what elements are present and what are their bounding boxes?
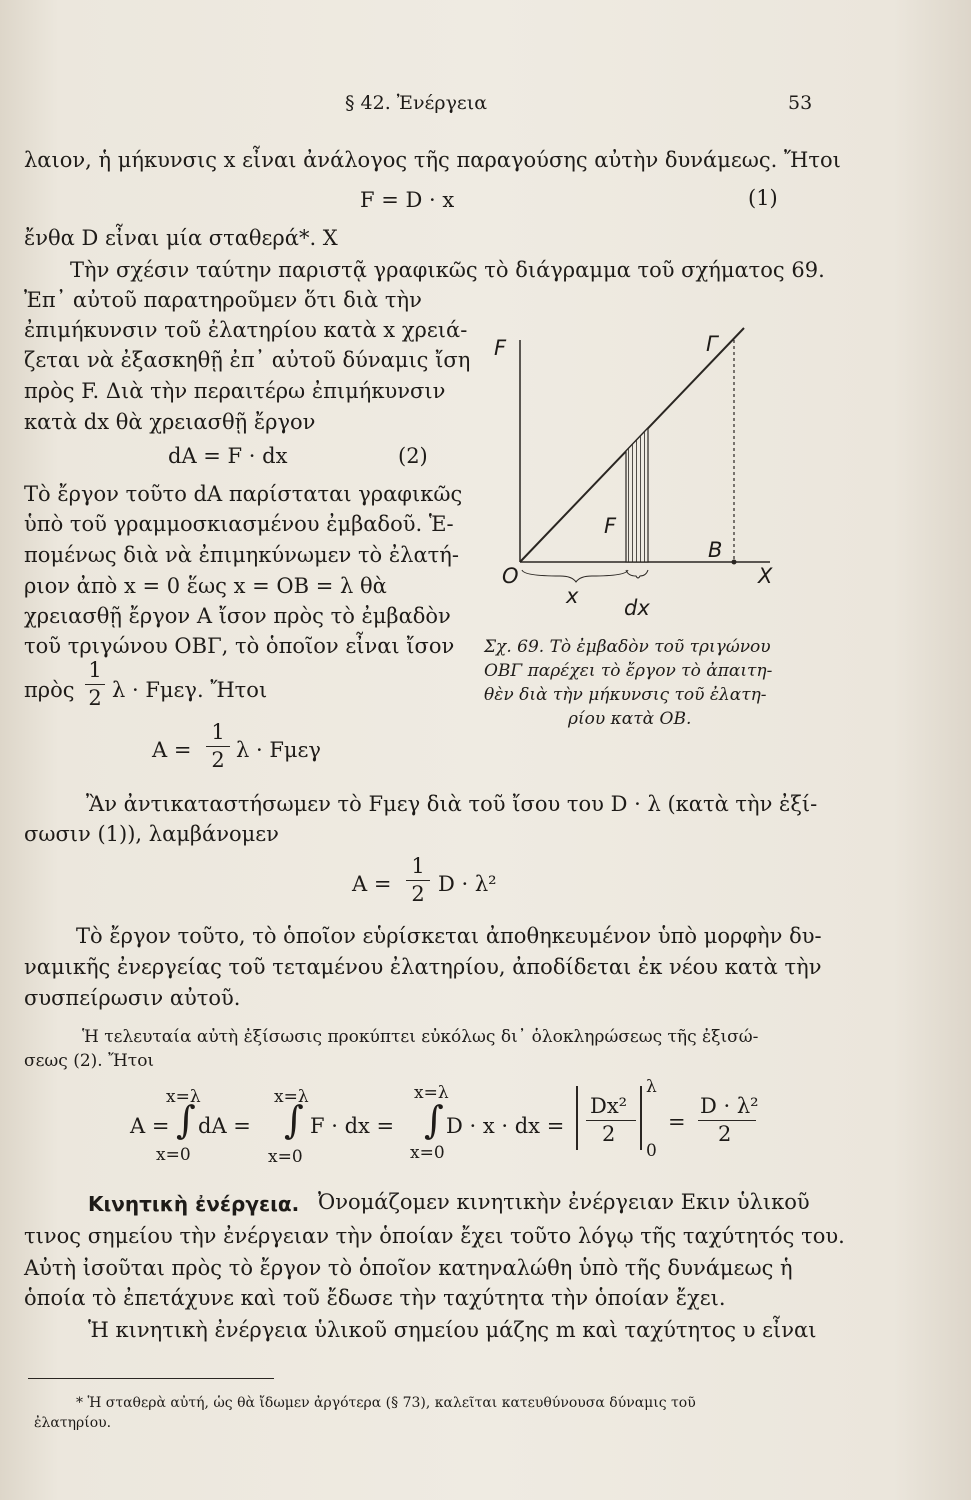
evaluation-bar-left xyxy=(576,1086,578,1150)
running-header: § 42. Ἐνέργεια xyxy=(345,92,488,114)
integral-sign: ∫ xyxy=(176,1098,196,1142)
label-x: x xyxy=(566,584,579,608)
body-line: ἐπιμήκυνσιν τοῦ ἐλατηρίου κατὰ x χρειά- xyxy=(24,318,468,342)
body-line: ὁποία τὸ ἐπετάχυνε καὶ τοῦ ἔδωσε τὴν ταχύτητα τὴν ὁποίαν ἔχει. xyxy=(24,1286,726,1310)
body-line: τινος σημείου τὴν ἐνέργειαν τὴν ὁποίαν ἔχει τοῦτο λόγῳ τῆς ταχύτητός του. xyxy=(24,1224,845,1248)
equation-area-right: λ · Fμεγ xyxy=(236,738,321,762)
label-origin: O xyxy=(502,564,519,588)
label-b: B xyxy=(708,538,723,562)
evaluation-upper-limit: λ xyxy=(646,1077,657,1097)
label-dx: dx xyxy=(624,596,650,620)
integral-lower-limit: x=0 xyxy=(156,1145,191,1165)
hatched-strip xyxy=(626,428,648,562)
result-numerator: D · λ² xyxy=(700,1094,759,1118)
body-line: συσπείρωσιν αὐτοῦ. xyxy=(24,986,241,1010)
body-line: Ὀνομάζομεν κινητικὴν ἐνέργειαν Eκιν ὑλικοῦ xyxy=(318,1190,810,1214)
body-line: λαιον, ἡ μήκυνσις x εἶναι ἀνάλογος τῆς παραγούσης αὐτὴν δυνάμεως. Ἤτοι xyxy=(24,148,841,172)
fraction-denominator: 2 xyxy=(211,748,225,772)
equals-sign: = xyxy=(668,1110,686,1134)
body-line: Τὸ ἔργον τοῦτο, τὸ ὁποῖον εὑρίσκεται ἀποθηκευμένον ὑπὸ μορφὴν δυ- xyxy=(76,924,822,948)
body-line: κατὰ dx θὰ χρειασθῇ ἔργον xyxy=(24,410,316,434)
fraction-denominator: 2 xyxy=(411,882,425,906)
equation-2-number: (2) xyxy=(398,444,428,468)
fraction-denominator: 2 xyxy=(88,686,102,710)
integral-term: F · dx = xyxy=(310,1114,395,1138)
fraction-numerator: 1 xyxy=(411,854,425,878)
label-gamma: Γ xyxy=(706,332,718,356)
small-print-line: σεως (2). Ἤτοι xyxy=(24,1051,155,1071)
point-b xyxy=(732,560,737,565)
figure-caption: ΟΒΓ παρέχει τὸ ἔργον τὸ ἀπαιτη- xyxy=(484,661,773,681)
equation-area-left: A = xyxy=(152,738,192,762)
body-line: Ἡ κινητικὴ ἐνέργεια ὑλικοῦ σημείου μάζης m καὶ ταχύτητος υ εἶναι xyxy=(88,1318,817,1342)
integral-term: A = xyxy=(130,1114,170,1138)
body-line: ναμικῆς ἐνεργείας τοῦ τεταμένου ἐλατηρίου, ἀποδίδεται ἐκ νέου κατὰ τὴν xyxy=(24,955,822,979)
integral-upper-limit: x=λ xyxy=(166,1087,201,1107)
integral-sign: ∫ xyxy=(424,1098,444,1142)
fraction-numerator: 1 xyxy=(88,658,102,682)
body-line: πομένως διὰ νὰ ἐπιμηκύνωμεν τὸ ἐλατή- xyxy=(24,543,459,567)
footnote-line: * Ἡ σταθερὰ αὐτή, ὡς θὰ ἴδωμεν ἀργότερα (§ 73), καλεῖται κατευθύνουσα δύναμις τοῦ xyxy=(76,1395,696,1411)
body-line: λ · Fμεγ. Ἤτοι xyxy=(112,678,268,702)
body-line: χρειασθῇ ἔργον A ἴσον πρὸς τὸ ἐμβαδὸν xyxy=(24,604,451,628)
body-line: πρὸς F. Διὰ τὴν περαιτέρω ἐπιμήκυνσιν xyxy=(24,379,446,403)
equation-1-number: (1) xyxy=(748,186,778,210)
integral-upper-limit: x=λ xyxy=(274,1087,309,1107)
equation-1: F = D · x xyxy=(360,188,455,212)
figure-caption: ρίου κατὰ ΟΒ. xyxy=(568,709,692,729)
integral-term: D · x · dx = xyxy=(446,1114,565,1138)
body-line: ζεται νὰ ἐξασκηθῇ ἐπ᾽ αὐτοῦ δύναμις ἴση xyxy=(24,348,471,372)
equation-area2-right: D · λ² xyxy=(438,872,497,896)
x-brace xyxy=(522,570,628,582)
dx-brace xyxy=(626,570,648,578)
figure-caption: θὲν διὰ τὴν μήκυνσις τοῦ ἐλατη- xyxy=(484,685,767,705)
integral-term: dA = xyxy=(198,1114,251,1138)
equation-area2-left: A = xyxy=(352,872,392,896)
body-line: Ἐπ᾽ αὐτοῦ παρατηροῦμεν ὅτι διὰ τὴν xyxy=(24,288,422,312)
body-line: ριον ἀπὸ x = 0 ἕως x = OB = λ θὰ xyxy=(24,574,387,598)
body-line: πρὸς xyxy=(24,678,75,702)
eval-fraction-denominator: 2 xyxy=(602,1122,616,1146)
body-line: Τὴν σχέσιν ταύτην παριστᾷ γραφικῶς τὸ διάγραμμα τοῦ σχήματος 69. xyxy=(70,258,825,282)
result-denominator: 2 xyxy=(718,1122,732,1146)
figure-69 xyxy=(480,300,800,630)
body-line: Αὐτὴ ἰσοῦται πρὸς τὸ ἔργον τὸ ὁποῖον κατηναλώθη ὑπὸ τῆς δυνάμεως ἡ xyxy=(24,1256,793,1280)
small-print-line: Ἡ τελευταία αὐτὴ ἐξίσωσις προκύπτει εὐκόλως δι᾽ ὁλοκληρώσεως τῆς ἐξισώ- xyxy=(82,1027,759,1047)
integral-lower-limit: x=0 xyxy=(410,1143,445,1163)
page-number: 53 xyxy=(788,92,813,114)
integral-sign: ∫ xyxy=(284,1098,304,1142)
label-f-axis: F xyxy=(494,336,507,360)
label-x-axis: X xyxy=(758,564,773,588)
label-f-inner: F xyxy=(604,514,617,538)
eval-fraction-numerator: Dx² xyxy=(590,1094,628,1118)
integral-lower-limit: x=0 xyxy=(268,1147,303,1167)
body-line: σωσιν (1)), λαμβάνομεν xyxy=(24,822,279,846)
body-line: ὑπὸ τοῦ γραμμοσκιασμένου ἐμβαδοῦ. Ἑ- xyxy=(24,512,454,536)
section-heading: Κινητικὴ ἐνέργεια. xyxy=(88,1192,300,1216)
evaluation-lower-limit: 0 xyxy=(646,1141,657,1161)
body-line: Ἂν ἀντικαταστήσωμεν τὸ Fμεγ διὰ τοῦ ἴσου του D · λ (κατὰ τὴν ἐξί- xyxy=(86,792,818,816)
figure-caption: Σχ. 69. Τὸ ἐμβαδὸν τοῦ τριγώνου xyxy=(484,637,771,657)
fraction-numerator: 1 xyxy=(211,720,225,744)
body-line: Τὸ ἔργον τοῦτο dA παρίσταται γραφικῶς xyxy=(24,482,463,506)
body-line: ἔνθα D εἶναι μία σταθερά*. X xyxy=(24,226,338,250)
footnote-line: ἐλατηρίου. xyxy=(34,1415,112,1431)
evaluation-bar-right xyxy=(640,1086,642,1150)
integral-upper-limit: x=λ xyxy=(414,1083,449,1103)
footnote-rule xyxy=(28,1378,274,1379)
body-line: τοῦ τριγώνου ΟΒΓ, τὸ ὁποῖον εἶναι ἴσον xyxy=(24,634,455,658)
equation-2: dA = F · dx xyxy=(168,444,288,468)
